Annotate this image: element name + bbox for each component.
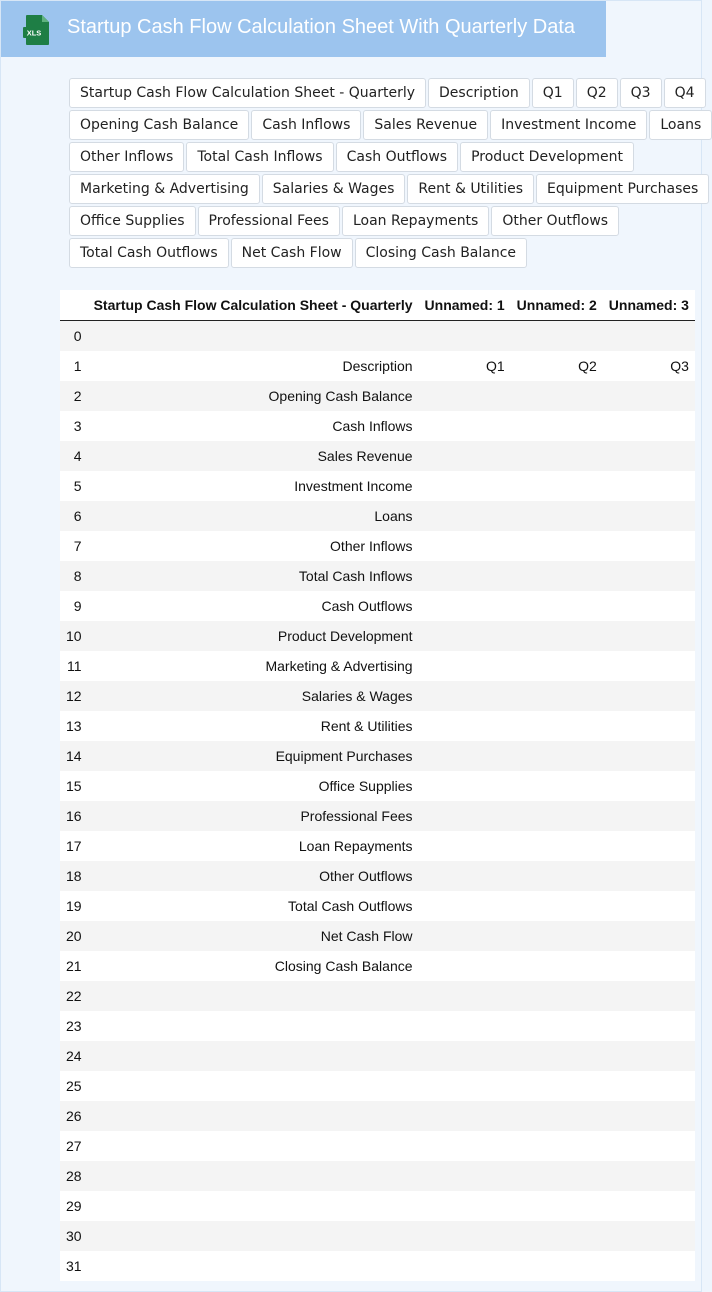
table-cell (419, 621, 511, 651)
table-cell: Cash Inflows (88, 411, 419, 441)
table-row (60, 1221, 695, 1251)
table-row (60, 1161, 695, 1191)
table-cell (88, 321, 419, 352)
column-chip[interactable]: Other Outflows (491, 206, 619, 236)
table-row (60, 321, 695, 352)
table-cell: Total Cash Outflows (88, 891, 419, 921)
row-index-cell: 25 (60, 1071, 88, 1101)
row-index-cell: 10 (60, 621, 88, 651)
table-cell (603, 1071, 695, 1101)
table-cell (511, 981, 603, 1011)
row-index-cell: 16 (60, 801, 88, 831)
column-header[interactable]: Unnamed: 1 (419, 290, 511, 321)
table-cell (511, 651, 603, 681)
table-cell (419, 1071, 511, 1101)
row-index-cell: 19 (60, 891, 88, 921)
column-chip[interactable]: Net Cash Flow (231, 238, 353, 268)
column-chip[interactable]: Opening Cash Balance (69, 110, 249, 140)
row-index-cell: 27 (60, 1131, 88, 1161)
table-cell (419, 831, 511, 861)
table-cell (511, 921, 603, 951)
table-cell (511, 1251, 603, 1281)
table-cell: Q3 (603, 351, 695, 381)
row-index-cell: 11 (60, 651, 88, 681)
column-chip[interactable]: Closing Cash Balance (355, 238, 527, 268)
column-chip[interactable]: Cash Outflows (336, 142, 458, 172)
table-cell (511, 1161, 603, 1191)
table-cell: Marketing & Advertising (88, 651, 419, 681)
xls-file-icon (23, 14, 51, 46)
svg-text:XLS: XLS (26, 28, 42, 38)
row-index-cell: 1 (60, 351, 88, 381)
row-index-cell: 14 (60, 741, 88, 771)
column-chip[interactable]: Salaries & Wages (262, 174, 406, 204)
chip-row (69, 238, 694, 270)
table-cell (603, 741, 695, 771)
table-cell: Product Development (88, 621, 419, 651)
table-cell (88, 1251, 419, 1281)
table-cell (419, 1101, 511, 1131)
table-cell (511, 861, 603, 891)
table-cell (419, 1221, 511, 1251)
table-cell (511, 1191, 603, 1221)
table-cell (511, 1101, 603, 1131)
table-cell (419, 801, 511, 831)
table-cell (511, 1041, 603, 1071)
table-row (60, 1191, 695, 1221)
chip-row (69, 174, 699, 206)
table-cell (603, 981, 695, 1011)
table-row (60, 471, 695, 501)
table-cell (88, 1221, 419, 1251)
column-chip[interactable]: Q1 (532, 78, 574, 108)
chip-row (69, 110, 702, 142)
row-index-cell: 8 (60, 561, 88, 591)
table-cell (511, 681, 603, 711)
table-cell (603, 831, 695, 861)
column-chip[interactable]: Q3 (620, 78, 662, 108)
table-cell (419, 321, 511, 352)
table-cell (88, 1011, 419, 1041)
column-filter-chips (69, 78, 702, 270)
table-row (60, 531, 695, 561)
table-row (60, 1041, 695, 1071)
table-cell (419, 441, 511, 471)
table-cell: Q1 (419, 351, 511, 381)
table-cell (603, 1161, 695, 1191)
table-cell (419, 651, 511, 681)
table-cell (603, 621, 695, 651)
table-cell (511, 711, 603, 741)
table-cell (511, 411, 603, 441)
table-cell (88, 981, 419, 1011)
table-cell (511, 831, 603, 861)
table-row (60, 921, 695, 951)
table-row (60, 381, 695, 411)
table-cell (419, 711, 511, 741)
table-cell (511, 591, 603, 621)
table-row (60, 1251, 695, 1281)
table-cell (419, 411, 511, 441)
row-index-cell: 22 (60, 981, 88, 1011)
table-cell (511, 471, 603, 501)
table-cell (419, 891, 511, 921)
table-cell (511, 321, 603, 352)
table-cell (603, 651, 695, 681)
chip-row (69, 78, 694, 110)
table-row (60, 501, 695, 531)
table-row (60, 561, 695, 591)
column-chip[interactable]: Total Cash Inflows (186, 142, 333, 172)
column-chip[interactable]: Cash Inflows (251, 110, 361, 140)
row-index-cell: 5 (60, 471, 88, 501)
table-cell (511, 1131, 603, 1161)
table-row (60, 411, 695, 441)
table-cell (603, 921, 695, 951)
table-cell: Investment Income (88, 471, 419, 501)
row-index-cell: 15 (60, 771, 88, 801)
table-cell (511, 801, 603, 831)
title-bar (1, 1, 606, 57)
table-cell (511, 1071, 603, 1101)
table-row (60, 771, 695, 801)
row-index-cell: 26 (60, 1101, 88, 1131)
table-cell: Other Inflows (88, 531, 419, 561)
row-index-cell: 7 (60, 531, 88, 561)
table-cell (88, 1101, 419, 1131)
row-index-cell: 4 (60, 441, 88, 471)
table-cell: Equipment Purchases (88, 741, 419, 771)
table-cell: Loan Repayments (88, 831, 419, 861)
table-cell (603, 891, 695, 921)
table-cell (419, 591, 511, 621)
table-cell (419, 921, 511, 951)
column-chip[interactable]: Description (428, 78, 530, 108)
table-cell (603, 711, 695, 741)
table-cell (603, 501, 695, 531)
table-cell (603, 1191, 695, 1221)
table-row (60, 1101, 695, 1131)
row-index-cell: 13 (60, 711, 88, 741)
column-chip[interactable]: Total Cash Outflows (69, 238, 229, 268)
column-chip[interactable]: Q4 (664, 78, 706, 108)
table-cell (511, 771, 603, 801)
table-row (60, 591, 695, 621)
table-cell (511, 741, 603, 771)
column-chip[interactable]: Loan Repayments (342, 206, 489, 236)
table-cell: Opening Cash Balance (88, 381, 419, 411)
table-cell (603, 441, 695, 471)
column-chip[interactable]: Investment Income (490, 110, 647, 140)
table-cell (88, 1041, 419, 1071)
table-row (60, 351, 695, 381)
table-cell (511, 441, 603, 471)
table-row (60, 441, 695, 471)
table-cell (419, 1041, 511, 1071)
table-cell (88, 1161, 419, 1191)
table-cell (88, 1131, 419, 1161)
row-index-cell: 31 (60, 1251, 88, 1281)
table-row (60, 801, 695, 831)
column-chip[interactable]: Equipment Purchases (536, 174, 709, 204)
table-cell: Other Outflows (88, 861, 419, 891)
table-cell (603, 381, 695, 411)
table-cell (603, 321, 695, 352)
column-header[interactable]: Unnamed: 3 (603, 290, 695, 321)
row-index-cell: 21 (60, 951, 88, 981)
row-index-cell: 9 (60, 591, 88, 621)
table-cell (603, 951, 695, 981)
table-row (60, 1011, 695, 1041)
table-header-row (60, 290, 695, 321)
column-chip[interactable]: Product Development (460, 142, 634, 172)
table-cell (603, 1041, 695, 1071)
data-table (60, 290, 695, 1281)
table-cell (419, 471, 511, 501)
column-chip[interactable]: Sales Revenue (363, 110, 488, 140)
table-cell (603, 411, 695, 441)
index-header[interactable] (60, 290, 88, 321)
table-cell (419, 1131, 511, 1161)
table-cell (419, 561, 511, 591)
row-index-cell: 6 (60, 501, 88, 531)
column-header[interactable]: Startup Cash Flow Calculation Sheet - Quarterly (88, 290, 419, 321)
table-cell (603, 1221, 695, 1251)
table-cell (419, 951, 511, 981)
table-cell: Description (88, 351, 419, 381)
table-cell (88, 1071, 419, 1101)
table-row (60, 651, 695, 681)
table-cell (419, 1161, 511, 1191)
table-row (60, 741, 695, 771)
table-cell (603, 531, 695, 561)
row-index-cell: 17 (60, 831, 88, 861)
table-cell (603, 1131, 695, 1161)
column-chip[interactable]: Q2 (576, 78, 618, 108)
column-chip[interactable]: Office Supplies (69, 206, 196, 236)
row-index-cell: 20 (60, 921, 88, 951)
column-chip[interactable]: Other Inflows (69, 142, 184, 172)
column-chip[interactable]: Loans (649, 110, 712, 140)
table-cell (603, 561, 695, 591)
table-cell (511, 531, 603, 561)
table-row (60, 1131, 695, 1161)
table-cell (511, 1011, 603, 1041)
row-index-cell: 30 (60, 1221, 88, 1251)
column-chip[interactable]: Marketing & Advertising (69, 174, 260, 204)
row-index-cell: 29 (60, 1191, 88, 1221)
table-row (60, 861, 695, 891)
table-cell (511, 381, 603, 411)
row-index-cell: 2 (60, 381, 88, 411)
table-row (60, 681, 695, 711)
chip-row (69, 206, 694, 238)
table-cell (511, 1221, 603, 1251)
table-cell: Net Cash Flow (88, 921, 419, 951)
table-row (60, 711, 695, 741)
table-cell (603, 591, 695, 621)
table-cell (419, 861, 511, 891)
table-cell: Loans (88, 501, 419, 531)
table-cell: Closing Cash Balance (88, 951, 419, 981)
column-chip[interactable]: Rent & Utilities (407, 174, 534, 204)
table-cell (419, 1251, 511, 1281)
table-cell (603, 681, 695, 711)
table-cell (603, 771, 695, 801)
column-chip[interactable]: Professional Fees (198, 206, 340, 236)
table-row (60, 981, 695, 1011)
table-cell: Professional Fees (88, 801, 419, 831)
table-row (60, 831, 695, 861)
table-cell (603, 801, 695, 831)
table-cell (419, 1011, 511, 1041)
table-cell (511, 951, 603, 981)
table-cell (419, 501, 511, 531)
data-table-container[interactable] (66, 290, 689, 1281)
table-cell (511, 621, 603, 651)
row-index-cell: 18 (60, 861, 88, 891)
table-cell: Rent & Utilities (88, 711, 419, 741)
page-title: Startup Cash Flow Calculation Sheet With Quarterly Data (67, 16, 575, 38)
table-cell (603, 1011, 695, 1041)
row-index-cell: 0 (60, 321, 88, 352)
row-index-cell: 28 (60, 1161, 88, 1191)
table-cell (603, 861, 695, 891)
row-index-cell: 24 (60, 1041, 88, 1071)
table-cell: Total Cash Inflows (88, 561, 419, 591)
table-row (60, 891, 695, 921)
table-cell: Q2 (511, 351, 603, 381)
column-chip[interactable]: Startup Cash Flow Calculation Sheet - Quarterly (69, 78, 426, 108)
column-header[interactable]: Unnamed: 2 (511, 290, 603, 321)
table-cell (419, 771, 511, 801)
row-index-cell: 3 (60, 411, 88, 441)
table-cell (419, 531, 511, 561)
table-cell (603, 1251, 695, 1281)
table-cell (511, 561, 603, 591)
table-cell (511, 891, 603, 921)
table-cell (419, 381, 511, 411)
table-cell (88, 1191, 419, 1221)
table-cell (419, 1191, 511, 1221)
table-cell: Cash Outflows (88, 591, 419, 621)
table-row (60, 621, 695, 651)
table-cell (419, 681, 511, 711)
table-cell (603, 1101, 695, 1131)
chip-row (69, 142, 694, 174)
table-cell (511, 501, 603, 531)
table-cell (419, 741, 511, 771)
row-index-cell: 12 (60, 681, 88, 711)
table-row (60, 951, 695, 981)
row-index-cell: 23 (60, 1011, 88, 1041)
table-cell: Office Supplies (88, 771, 419, 801)
table-cell (419, 981, 511, 1011)
table-cell: Salaries & Wages (88, 681, 419, 711)
table-row (60, 1071, 695, 1101)
table-cell (603, 471, 695, 501)
table-cell: Sales Revenue (88, 441, 419, 471)
